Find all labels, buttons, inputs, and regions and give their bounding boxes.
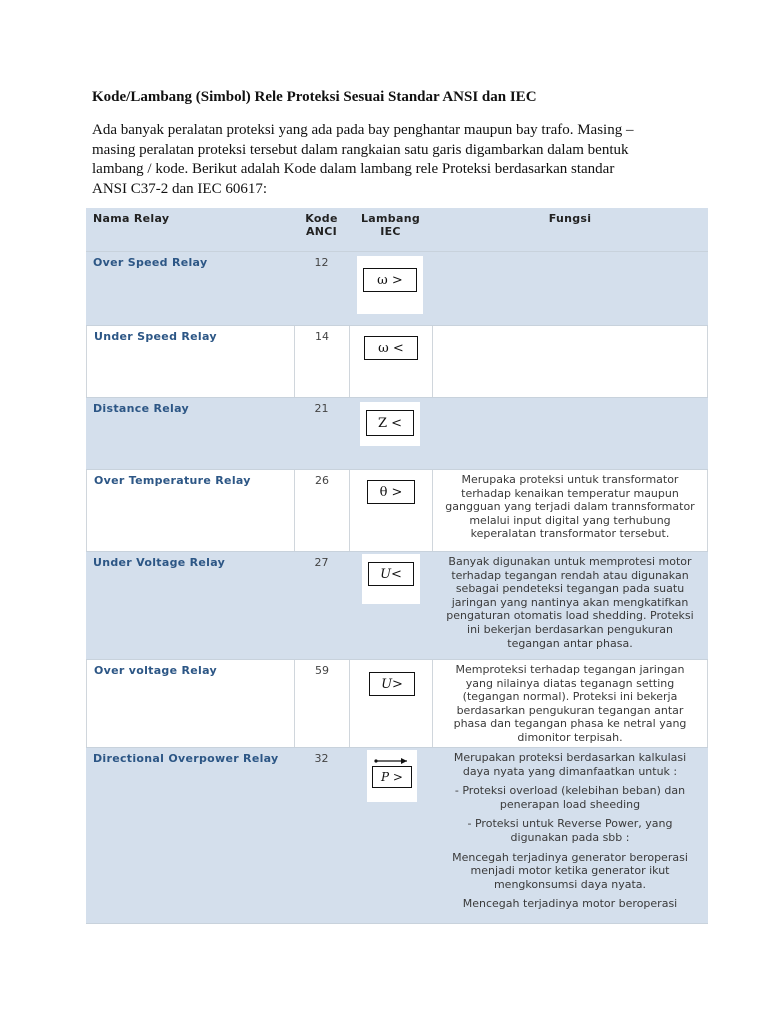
- table-row: [86, 326, 708, 398]
- relay-code: 14: [294, 326, 349, 397]
- header-symbol: [349, 208, 432, 251]
- function-line: dimonitor terpisah.: [517, 730, 623, 744]
- function-line: Mencegah terjadinya motor beroperasi: [462, 897, 678, 911]
- function-line: melalui input digital yang terhubung: [469, 513, 671, 527]
- relay-function: [432, 326, 708, 397]
- relay-code: 26: [294, 470, 349, 551]
- relay-symbol-cell: [349, 398, 432, 469]
- function-line: pengaturan otomatis load shedding. Proteksi: [446, 609, 694, 623]
- header-code: [294, 208, 349, 251]
- symbol-frame: [358, 330, 424, 368]
- function-line: terhadap kenaikan temperatur maupun: [461, 486, 679, 500]
- function-paragraph: [436, 751, 704, 778]
- relay-name: Distance Relay: [93, 402, 189, 415]
- function-line: berdasarkan pengukuran tegangan antar: [456, 703, 684, 717]
- relay-code: 59: [294, 660, 349, 747]
- header-symbol-line1: Lambang: [361, 212, 420, 225]
- function-line: mengkonsumsi daya nyata.: [493, 877, 647, 891]
- function-line: terhadap tegangan rendah atau digunakan: [451, 568, 689, 582]
- relay-function: [432, 252, 708, 325]
- relay-name: Over Speed Relay: [93, 256, 208, 269]
- symbol-frame: [362, 554, 420, 604]
- relay-function: [432, 470, 708, 551]
- relay-code: 27: [314, 556, 329, 569]
- function-line: digunakan pada sbb :: [510, 830, 630, 844]
- omega-less-symbol: ω <: [364, 336, 418, 360]
- intro-line: masing peralatan proteksi tersebut dalam rangkaian satu garis digambarkan dalam bentuk: [92, 141, 629, 158]
- function-paragraph: [436, 784, 704, 811]
- relay-function: [432, 660, 708, 747]
- omega-greater-symbol: ω >: [363, 268, 417, 292]
- table-row: [86, 252, 708, 326]
- table-row: [86, 470, 708, 552]
- function-line: daya nyata yang dimanfaatkan untuk :: [462, 764, 678, 778]
- function-line: Memproteksi terhadap tegangan jaringan: [455, 663, 685, 676]
- relay-name: Under Speed Relay: [86, 326, 294, 397]
- function-line: jaringan yang nantinya akan mengkatifkan: [451, 595, 689, 609]
- header-name: Nama Relay: [93, 212, 170, 225]
- impedance-less-symbol: Z <: [366, 410, 414, 436]
- header-code-line2: ANCI: [305, 225, 338, 238]
- function-line: gangguan yang terjadi dalam trannsformator: [445, 500, 695, 514]
- function-paragraph: [436, 851, 704, 892]
- function-line: penerapan load sheeding: [499, 797, 641, 811]
- header-symbol-line2: IEC: [380, 225, 401, 238]
- relay-code: 32: [314, 752, 329, 765]
- function-line: sebagai pendeteksi tegangan pada suatu: [455, 582, 685, 596]
- relay-function: [432, 748, 708, 923]
- header-code-line1: Kode: [305, 212, 338, 225]
- function-line: - Proteksi overload (kelebihan beban) dan: [454, 784, 686, 798]
- table-row: [86, 748, 708, 924]
- header-function: Fungsi: [548, 212, 592, 225]
- relay-table: [86, 208, 708, 924]
- relay-name: Directional Overpower Relay: [93, 752, 279, 765]
- symbol-frame: [367, 750, 417, 802]
- function-line: - Proteksi untuk Reverse Power, yang: [467, 817, 673, 831]
- relay-symbol-cell: [349, 660, 432, 747]
- function-line: menjadi motor ketika generator ikut: [470, 864, 670, 878]
- symbol-frame: [363, 662, 421, 702]
- voltage-less-symbol: U<: [368, 562, 414, 586]
- function-line: Merupaka proteksi untuk transformator: [461, 473, 679, 486]
- intro-line: lambang / kode. Berikut adalah Kode dalam lambang rele Proteksi berdasarkan standar: [92, 161, 615, 177]
- document-title: Kode/Lambang (Simbol) Rele Proteksi Sesuai Standar ANSI dan IEC: [92, 89, 537, 105]
- symbol-frame: [357, 256, 423, 314]
- function-paragraph: [436, 897, 704, 911]
- function-line: Merupakan proteksi berdasarkan kalkulasi: [453, 751, 687, 764]
- intro-line: Ada banyak peralatan proteksi yang ada pada bay penghantar maupun bay trafo. Masing –: [92, 122, 634, 138]
- function-line: (tegangan normal). Proteksi ini bekerja: [462, 690, 678, 704]
- intro-paragraph: [92, 121, 692, 199]
- table-row: [86, 660, 708, 748]
- function-line: yang nilainya diatas teganagn setting: [465, 676, 675, 690]
- relay-function: [432, 398, 708, 469]
- function-line: keperalatan transformator tersebut.: [470, 527, 670, 541]
- relay-symbol-cell: [349, 748, 432, 923]
- table-row: [86, 552, 708, 660]
- relay-code: 12: [314, 256, 329, 269]
- function-line: ini bekerjan berdasarkan pengukuran: [467, 622, 673, 636]
- function-line: phasa dan tegangan phasa ke netral yang: [453, 717, 687, 731]
- relay-symbol-cell: [349, 470, 432, 551]
- relay-name: Over voltage Relay: [86, 660, 294, 747]
- relay-name: Under Voltage Relay: [93, 556, 226, 569]
- table-header-row: [86, 208, 708, 252]
- function-paragraph: [436, 817, 704, 844]
- intro-line: ANSI C37-2 dan IEC 60617:: [92, 180, 267, 197]
- power-greater-symbol: P >: [372, 766, 412, 788]
- symbol-frame: [360, 402, 420, 446]
- relay-function: [432, 552, 708, 659]
- function-line: Banyak digunakan untuk memprotesi motor: [448, 555, 692, 568]
- relay-symbol-cell: [349, 252, 432, 325]
- function-line: tegangan antar phasa.: [507, 636, 633, 650]
- theta-greater-symbol: θ >: [367, 480, 415, 504]
- table-row: [86, 398, 708, 470]
- relay-code: 21: [314, 402, 329, 415]
- relay-name: Over Temperature Relay: [86, 470, 294, 551]
- symbol-frame: [361, 472, 421, 508]
- relay-symbol-cell: [349, 552, 432, 659]
- relay-symbol-cell: [349, 326, 432, 397]
- voltage-greater-symbol: U>: [369, 672, 415, 696]
- function-line: Mencegah terjadinya generator beroperasi: [452, 850, 688, 864]
